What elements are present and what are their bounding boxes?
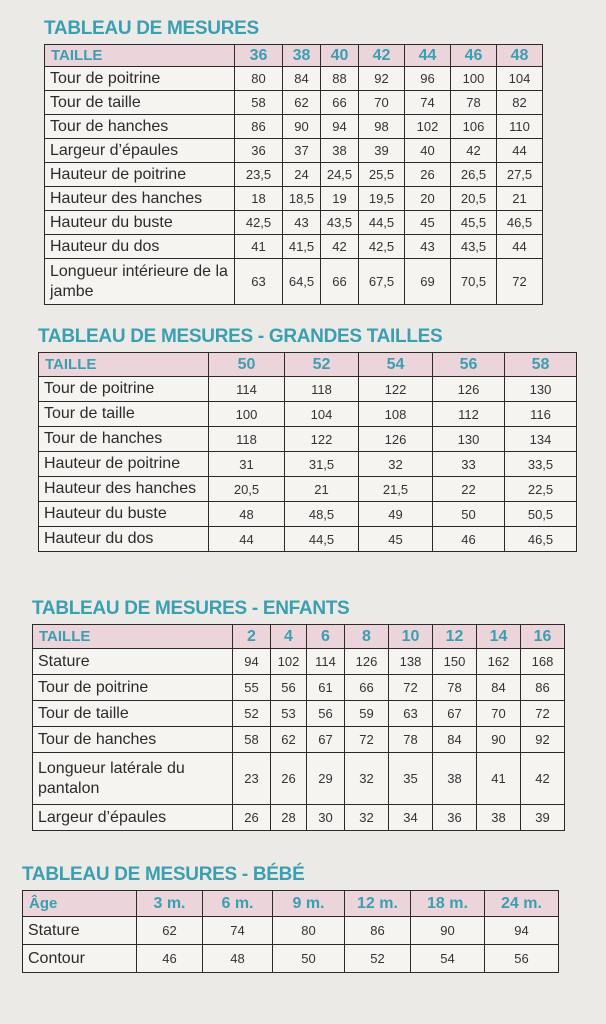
value-cell: 24 [283,163,321,187]
value-cell: 20 [405,187,451,211]
value-cell: 39 [521,805,565,831]
value-cell: 62 [271,727,307,753]
value-cell: 41 [477,753,521,805]
children-section [32,598,565,831]
value-cell: 46 [137,945,203,973]
value-cell: 42 [451,139,497,163]
table-row [39,477,577,502]
row-label: Tour de hanches [33,727,233,753]
value-cell: 106 [451,115,497,139]
table-row [45,115,543,139]
value-cell: 82 [497,91,543,115]
value-cell: 100 [451,67,497,91]
value-cell: 44 [209,527,285,552]
value-cell: 66 [321,259,359,305]
row-label: Hauteur du buste [45,211,235,235]
value-cell: 94 [485,917,559,945]
value-cell: 92 [359,67,405,91]
value-cell: 61 [307,675,345,701]
header-row [45,45,543,67]
table-row [39,527,577,552]
value-cell: 108 [359,402,433,427]
value-cell: 21 [497,187,543,211]
value-cell: 150 [433,649,477,675]
value-cell: 74 [405,91,451,115]
value-cell: 22 [433,477,505,502]
header-size-cell: 40 [321,45,359,67]
row-label: Tour de poitrine [33,675,233,701]
header-label-cell: TAILLE [45,45,235,67]
header-size-cell: 12 m. [345,891,411,917]
table-row [39,377,577,402]
header-size-cell: 46 [451,45,497,67]
value-cell: 72 [389,675,433,701]
row-label: Longueur intérieure de la jambe [45,259,235,305]
value-cell: 39 [359,139,405,163]
value-cell: 78 [389,727,433,753]
value-cell: 86 [345,917,411,945]
value-cell: 130 [433,427,505,452]
children-table-title: TABLEAU DE MESURES - ENFANTS [32,598,350,619]
value-cell: 54 [411,945,485,973]
row-label: Contour [23,945,137,973]
value-cell: 114 [307,649,345,675]
value-cell: 114 [209,377,285,402]
plus-size-section [38,326,577,552]
header-size-cell: 10 [389,625,433,649]
table-row [39,452,577,477]
row-label: Hauteur du dos [45,235,235,259]
value-cell: 34 [389,805,433,831]
header-size-cell: 6 m. [203,891,273,917]
row-label: Tour de poitrine [39,377,209,402]
value-cell: 19 [321,187,359,211]
value-cell: 94 [233,649,271,675]
table-row [33,753,565,805]
header-size-cell: 38 [283,45,321,67]
value-cell: 130 [505,377,577,402]
header-size-cell: 54 [359,353,433,377]
value-cell: 96 [405,67,451,91]
value-cell: 78 [433,675,477,701]
table-row [45,259,543,305]
adult-measurement-table [44,44,543,305]
table-row [45,139,543,163]
value-cell: 86 [521,675,565,701]
value-cell: 38 [321,139,359,163]
value-cell: 35 [389,753,433,805]
header-size-cell: 8 [345,625,389,649]
table-row [45,67,543,91]
table-row [23,917,559,945]
value-cell: 43,5 [451,235,497,259]
value-cell: 52 [345,945,411,973]
value-cell: 40 [405,139,451,163]
value-cell: 98 [359,115,405,139]
value-cell: 67 [433,701,477,727]
value-cell: 110 [497,115,543,139]
value-cell: 45 [405,211,451,235]
value-cell: 44 [497,235,543,259]
value-cell: 31,5 [285,452,359,477]
header-label-cell: TAILLE [33,625,233,649]
header-size-cell: 50 [209,353,285,377]
header-size-cell: 14 [477,625,521,649]
value-cell: 32 [359,452,433,477]
table-row [33,649,565,675]
header-size-cell: 3 m. [137,891,203,917]
plus-size-table-title: TABLEAU DE MESURES - GRANDES TAILLES [38,326,443,347]
value-cell: 122 [285,427,359,452]
value-cell: 33 [433,452,505,477]
header-size-cell: 48 [497,45,543,67]
header-size-cell: 24 m. [485,891,559,917]
value-cell: 56 [307,701,345,727]
table-row [23,945,559,973]
header-size-cell: 58 [505,353,577,377]
value-cell: 104 [497,67,543,91]
header-size-cell: 9 m. [273,891,345,917]
table-row [39,427,577,452]
value-cell: 90 [283,115,321,139]
header-row [33,625,565,649]
value-cell: 84 [433,727,477,753]
value-cell: 69 [405,259,451,305]
value-cell: 41,5 [283,235,321,259]
value-cell: 26 [271,753,307,805]
row-label: Stature [23,917,137,945]
row-label: Hauteur du dos [39,527,209,552]
value-cell: 59 [345,701,389,727]
value-cell: 67,5 [359,259,405,305]
value-cell: 38 [433,753,477,805]
table-row [39,402,577,427]
table-row [33,727,565,753]
value-cell: 84 [477,675,521,701]
header-size-cell: 52 [285,353,359,377]
value-cell: 50 [273,945,345,973]
value-cell: 86 [235,115,283,139]
value-cell: 90 [477,727,521,753]
value-cell: 48 [203,945,273,973]
value-cell: 45,5 [451,211,497,235]
value-cell: 42 [321,235,359,259]
row-label: Hauteur de poitrine [45,163,235,187]
table-row [39,502,577,527]
value-cell: 126 [359,427,433,452]
value-cell: 44 [497,139,543,163]
value-cell: 100 [209,402,285,427]
value-cell: 162 [477,649,521,675]
table-row [45,211,543,235]
row-label: Tour de hanches [45,115,235,139]
value-cell: 29 [307,753,345,805]
value-cell: 56 [485,945,559,973]
table-row [33,805,565,831]
row-label: Tour de poitrine [45,67,235,91]
value-cell: 36 [235,139,283,163]
header-row [23,891,559,917]
value-cell: 66 [321,91,359,115]
header-size-cell: 18 m. [411,891,485,917]
adult-table-title: TABLEAU DE MESURES [44,18,259,39]
value-cell: 20,5 [451,187,497,211]
value-cell: 32 [345,805,389,831]
row-label: Hauteur des hanches [45,187,235,211]
value-cell: 72 [521,701,565,727]
value-cell: 41 [235,235,283,259]
value-cell: 55 [233,675,271,701]
value-cell: 44,5 [359,211,405,235]
value-cell: 23 [233,753,271,805]
value-cell: 74 [203,917,273,945]
value-cell: 50 [433,502,505,527]
value-cell: 42,5 [235,211,283,235]
value-cell: 50,5 [505,502,577,527]
header-label-cell: Âge [23,891,137,917]
row-label: Stature [33,649,233,675]
value-cell: 168 [521,649,565,675]
table-row [45,235,543,259]
value-cell: 43 [283,211,321,235]
value-cell: 116 [505,402,577,427]
header-size-cell: 36 [235,45,283,67]
row-label: Largeur d’épaules [33,805,233,831]
table-row [45,163,543,187]
value-cell: 56 [271,675,307,701]
value-cell: 126 [345,649,389,675]
table-row [45,187,543,211]
baby-table-title: TABLEAU DE MESURES - BÉBÉ [22,864,305,885]
value-cell: 134 [505,427,577,452]
value-cell: 118 [209,427,285,452]
value-cell: 70,5 [451,259,497,305]
value-cell: 49 [359,502,433,527]
value-cell: 66 [345,675,389,701]
value-cell: 48,5 [285,502,359,527]
baby-measurement-table [22,890,559,973]
value-cell: 23,5 [235,163,283,187]
value-cell: 72 [345,727,389,753]
value-cell: 58 [233,727,271,753]
value-cell: 26 [233,805,271,831]
value-cell: 80 [273,917,345,945]
value-cell: 24,5 [321,163,359,187]
value-cell: 21,5 [359,477,433,502]
value-cell: 58 [235,91,283,115]
header-size-cell: 4 [271,625,307,649]
value-cell: 32 [345,753,389,805]
value-cell: 102 [405,115,451,139]
value-cell: 63 [389,701,433,727]
value-cell: 42,5 [359,235,405,259]
value-cell: 31 [209,452,285,477]
value-cell: 26 [405,163,451,187]
header-size-cell: 56 [433,353,505,377]
row-label: Tour de hanches [39,427,209,452]
value-cell: 18 [235,187,283,211]
value-cell: 92 [521,727,565,753]
row-label: Tour de taille [39,402,209,427]
header-size-cell: 6 [307,625,345,649]
value-cell: 19,5 [359,187,405,211]
row-label: Longueur latérale du pantalon [33,753,233,805]
table-row [33,675,565,701]
value-cell: 78 [451,91,497,115]
row-label: Hauteur du buste [39,502,209,527]
value-cell: 84 [283,67,321,91]
value-cell: 46,5 [497,211,543,235]
value-cell: 67 [307,727,345,753]
value-cell: 102 [271,649,307,675]
value-cell: 90 [411,917,485,945]
value-cell: 63 [235,259,283,305]
row-label: Hauteur de poitrine [39,452,209,477]
value-cell: 25,5 [359,163,405,187]
value-cell: 33,5 [505,452,577,477]
value-cell: 21 [285,477,359,502]
table-row [33,701,565,727]
header-row [39,353,577,377]
value-cell: 118 [285,377,359,402]
header-size-cell: 2 [233,625,271,649]
header-size-cell: 12 [433,625,477,649]
value-cell: 62 [137,917,203,945]
value-cell: 27,5 [497,163,543,187]
value-cell: 70 [359,91,405,115]
value-cell: 48 [209,502,285,527]
row-label: Tour de taille [45,91,235,115]
value-cell: 62 [283,91,321,115]
value-cell: 22,5 [505,477,577,502]
value-cell: 38 [477,805,521,831]
value-cell: 43 [405,235,451,259]
header-size-cell: 16 [521,625,565,649]
value-cell: 70 [477,701,521,727]
value-cell: 18,5 [283,187,321,211]
row-label: Largeur d’épaules [45,139,235,163]
header-size-cell: 42 [359,45,405,67]
value-cell: 52 [233,701,271,727]
value-cell: 30 [307,805,345,831]
value-cell: 126 [433,377,505,402]
row-label: Hauteur des hanches [39,477,209,502]
value-cell: 46 [433,527,505,552]
value-cell: 72 [497,259,543,305]
value-cell: 104 [285,402,359,427]
value-cell: 26,5 [451,163,497,187]
value-cell: 80 [235,67,283,91]
row-label: Tour de taille [33,701,233,727]
value-cell: 112 [433,402,505,427]
children-measurement-table [32,624,565,831]
value-cell: 88 [321,67,359,91]
plus-size-measurement-table [38,352,577,552]
value-cell: 20,5 [209,477,285,502]
value-cell: 28 [271,805,307,831]
value-cell: 44,5 [285,527,359,552]
value-cell: 37 [283,139,321,163]
header-label-cell: TAILLE [39,353,209,377]
baby-section [22,864,559,973]
table-row [45,91,543,115]
value-cell: 46,5 [505,527,577,552]
value-cell: 64,5 [283,259,321,305]
value-cell: 122 [359,377,433,402]
value-cell: 42 [521,753,565,805]
value-cell: 138 [389,649,433,675]
value-cell: 45 [359,527,433,552]
value-cell: 36 [433,805,477,831]
value-cell: 94 [321,115,359,139]
header-size-cell: 44 [405,45,451,67]
value-cell: 43,5 [321,211,359,235]
value-cell: 53 [271,701,307,727]
adult-section [44,18,543,305]
